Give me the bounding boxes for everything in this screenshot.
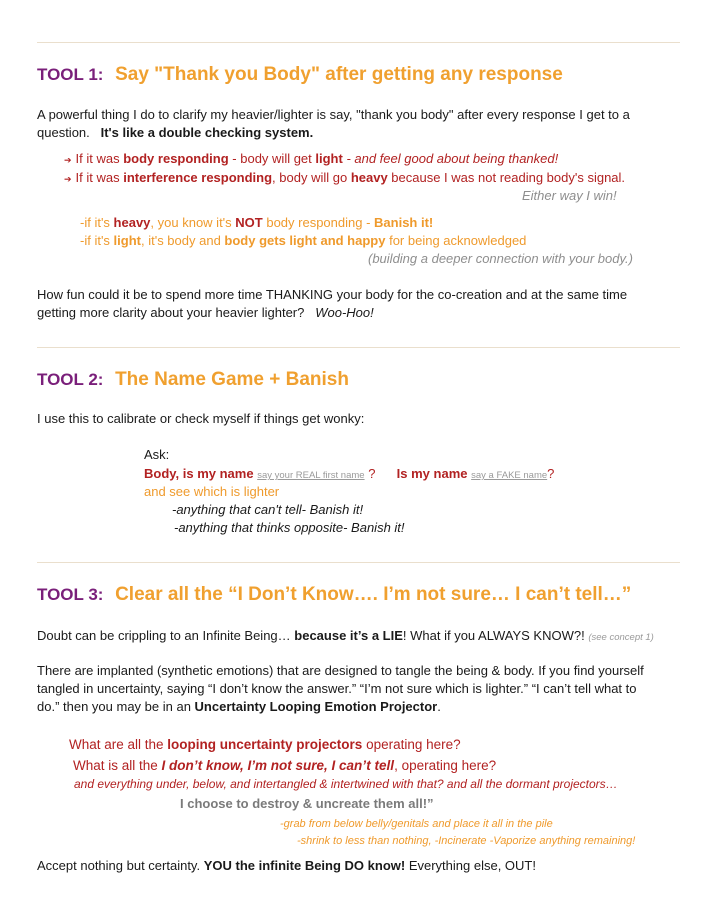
tool1-fun [37,286,685,322]
tool2-anything-opposite: -anything that thinks opposite- Banish it! [174,520,405,535]
tool1-fun-line2: getting more clarity about your heavier lighter? Woo-Hoo! [37,305,374,320]
tool3-heading [37,584,631,606]
tool3-shrink-line: -shrink to less than nothing, -Incinerate -Vaporize anything remaining! [297,835,636,847]
tool1-intro-line2: question. It's like a double checking system. [37,125,314,140]
tool3-implanted [37,662,685,716]
tool3-destroy-uncreate: I choose to destroy & uncreate them all!” [180,796,434,811]
arrow-right-icon: ➔ [64,155,72,165]
tool3-grab-line: -grab from below belly/genitals and place it all in the pile [280,818,553,830]
tool3-implanted-line2: tangled in uncertainty, saying “I don’t know the answer.” “I’m not sure which is lighter.” “I can’t tell what to [37,681,637,696]
arrow-right-icon: ➔ [64,174,72,184]
tool1-bullet-interference: ➔ If it was interference responding, body will go heavy because I was not reading body's signal. [64,170,626,185]
tool1-building: (building a deeper connection with your body.) [368,251,633,266]
tool2-heading [37,369,349,391]
tool1-number: TOOL 1: [37,65,104,84]
tool3-implanted-line3: do.” then you may be in an Uncertainty Looping Emotion Projector. [37,699,441,714]
tool2-question-line: Body, is my name say your REAL first name ? Is my name say a FAKE name? [144,466,555,481]
tool1-intro-line1: A powerful thing I do to clarify my heavier/lighter is say, "thank you body" after every response I get to a [37,107,630,122]
tool3-clearing-line3: and everything under, below, and intertangled & intertwined with that? and all the dormant projectors… [74,777,618,791]
tool1-fun-line1: How fun could it be to spend more time THANKING your body for the co-creation and at the same time [37,287,628,302]
tool2-title: The Name Game + Banish [115,369,349,390]
tool1-either-way: Either way I win! [522,188,617,203]
tool1-heavy-line: -if it's heavy, you know it's NOT body responding - Banish it! [80,215,434,230]
tool3-doubt: Doubt can be crippling to an Infinite Being… because it’s a LIE! What if you ALWAYS KNOW?! (see concept 1) [37,628,654,643]
tool2-number: TOOL 2: [37,370,104,389]
tool1-title: Say "Thank you Body" after getting any response [115,64,563,85]
tool3-accept: Accept nothing but certainty. YOU the infinite Being DO know! Everything else, OUT! [37,858,536,873]
tool1-light-line: -if it's light, it's body and body gets light and happy for being acknowledged [80,233,527,248]
tool1-intro [37,106,685,142]
divider [37,42,680,43]
divider [37,562,680,563]
tool2-anything-cant-tell: -anything that can't tell- Banish it! [172,502,364,517]
tool3-implanted-line1: There are implanted (synthetic emotions) that are designed to tangle the being & body. If you find yourself [37,663,644,678]
tool2-intro: I use this to calibrate or check myself if things get wonky: [37,411,365,426]
tool3-clearing-line2: What is all the I don’t know, I’m not sure, I can’t tell, operating here? [73,758,497,773]
tool3-clearing-line1: What are all the looping uncertainty projectors operating here? [69,737,461,752]
tool3-title: Clear all the “I Don’t Know…. I’m not sure… I can’t tell…” [115,584,632,605]
divider [37,347,680,348]
tool2-see-lighter: and see which is lighter [144,484,280,499]
tool2-ask: Ask: [144,447,170,462]
tool1-heading [37,64,563,86]
tool3-number: TOOL 3: [37,585,104,604]
tool1-bullet-body: ➔ If it was body responding - body will get light - and feel good about being thanked! [64,151,559,166]
